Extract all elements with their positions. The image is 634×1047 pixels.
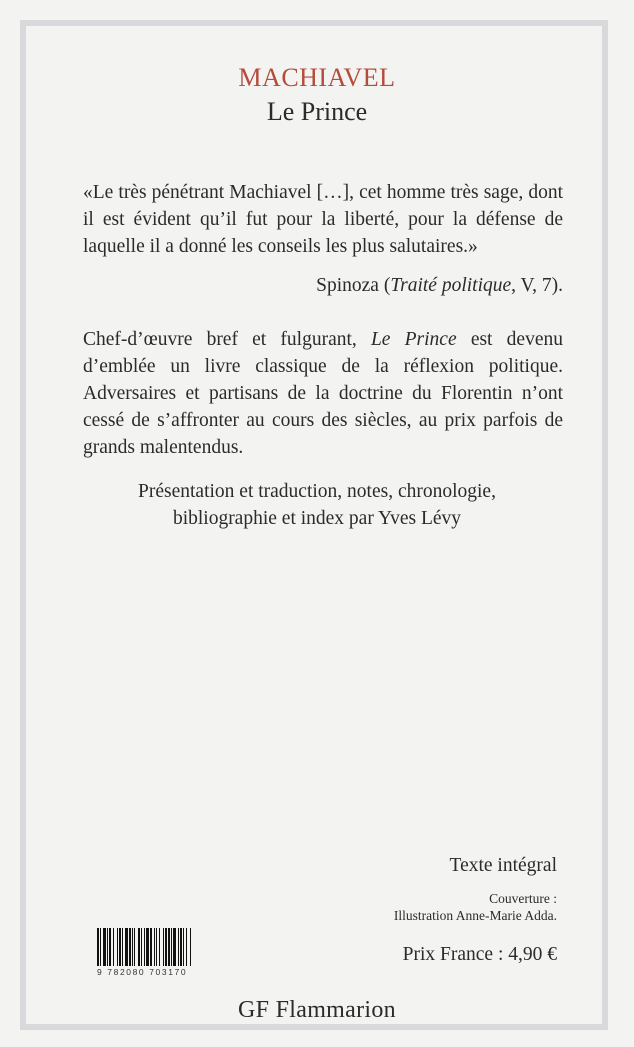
- barcode-bar: [180, 928, 182, 966]
- barcode-bar: [138, 928, 140, 966]
- barcode-bar: [109, 928, 111, 966]
- barcode-bar: [119, 928, 121, 966]
- cover-credit-line-1: Couverture :: [489, 891, 557, 906]
- book-title: Le Prince: [266, 97, 368, 126]
- attribution-author: Spinoza (: [316, 275, 391, 296]
- barcode-bar: [186, 928, 187, 966]
- barcode-bar: [100, 928, 101, 966]
- spinoza-quote: «Le très pénétrant Machiavel […], cet homme très sage, dont il est évident qu’il fut pour la liberté, pour la défense de laquelle il a donné les conseils les plus salutaires.»: [83, 182, 563, 257]
- barcode-bar: [107, 928, 108, 966]
- barcode-bar: [113, 928, 114, 966]
- barcode-bar: [183, 928, 184, 966]
- barcode-bar: [141, 928, 142, 966]
- barcode-bar: [173, 928, 176, 966]
- credits-line-2: bibliographie et index par Yves Lévy: [172, 508, 462, 529]
- attribution-ref: , V, 7).: [511, 275, 563, 296]
- publisher-name: GF Flammarion: [238, 997, 396, 1023]
- barcode-bar: [171, 928, 172, 966]
- barcode-bar: [159, 928, 160, 966]
- price-label: Prix France : 4,90 €: [402, 944, 557, 965]
- barcode-bar: [97, 928, 99, 966]
- author-name: MACHIAVEL: [238, 63, 396, 92]
- description-part1: Chef-d’œuvre bref et fulgurant,: [83, 329, 371, 350]
- barcode-bar: [122, 928, 123, 966]
- description-part2: est devenu d’emblée un livre classique de la réflexion politique. Adversaires et partisans de la doctrine du Florentin n’ont cessé de s’affronter au cours des siècles, au prix parfois de grands malentendus.: [83, 329, 563, 458]
- barcode-bar: [125, 928, 128, 966]
- barcode-bar: [168, 928, 170, 966]
- barcode-bar: [144, 928, 145, 966]
- barcode-bar: [154, 928, 155, 966]
- barcode-bar: [117, 928, 118, 966]
- book-description: [83, 326, 563, 461]
- cover-credit-line-2: Illustration Anne-Marie Adda.: [393, 908, 557, 923]
- texte-integral-label: Texte intégral: [449, 855, 557, 876]
- credits-line-1: Présentation et traduction, notes, chronologie,: [138, 481, 496, 502]
- barcode-bar: [134, 928, 135, 966]
- barcode-bar: [103, 928, 106, 966]
- cover-credit: [394, 890, 557, 924]
- barcode-number: 9 782080 703170: [97, 967, 188, 977]
- barcode-bar: [178, 928, 179, 966]
- quote-attribution: [83, 275, 563, 297]
- barcode-bar: [132, 928, 133, 966]
- barcode-bar: [165, 928, 167, 966]
- barcode-bar: [190, 928, 191, 966]
- barcode-bar: [146, 928, 149, 966]
- barcode-bar: [150, 928, 152, 966]
- description-title: Le Prince: [370, 329, 457, 350]
- barcode-icon: [97, 928, 222, 966]
- edition-credits: [0, 478, 634, 532]
- barcode-bar: [163, 928, 164, 966]
- barcode-bar: [156, 928, 157, 966]
- barcode-bar: [129, 928, 131, 966]
- attribution-work: Traité politique: [390, 275, 512, 296]
- barcode: [97, 928, 222, 980]
